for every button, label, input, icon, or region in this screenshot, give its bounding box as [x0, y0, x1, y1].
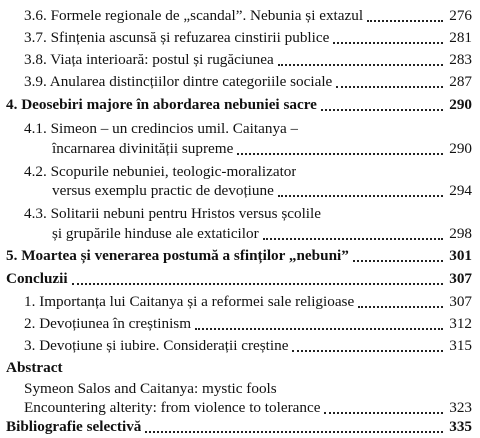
dot-leader [145, 430, 443, 433]
dot-leader [353, 259, 443, 262]
toc-entry-page: 283 [449, 51, 472, 68]
toc-entry-title: 4.1. Simeon – un credincios umil. Caitanya – [24, 120, 299, 137]
dot-leader [72, 282, 443, 285]
toc-entry-title: 5. Moartea și venerarea postumă a sfinților „nebuni” [6, 247, 349, 264]
toc-entry-page: 281 [449, 29, 472, 46]
toc-entry-title-continued: încarnarea divinității supreme [52, 140, 234, 157]
toc-entry-3-7[interactable] [0, 29, 480, 47]
toc-entry-concluzii-1[interactable] [0, 293, 480, 311]
toc-entry-page: 287 [449, 73, 472, 90]
toc-entry-page: 276 [449, 7, 472, 24]
toc-entry-concluzii-3[interactable] [0, 337, 480, 355]
toc-entry-title: 1. Importanța lui Caitanya și a reformei sale religioase [24, 293, 355, 310]
toc-entry-page: 323 [449, 399, 472, 416]
toc-entry-3-6[interactable] [0, 7, 480, 25]
toc-entry-title: 2. Devoțiunea în creștinism [24, 315, 192, 332]
toc-entry-concluzii-2[interactable] [0, 315, 480, 333]
toc-entry-title: 3. Devoțiune și iubire. Considerații creștine [24, 337, 289, 354]
dot-leader [336, 85, 443, 88]
toc-entry-4-1[interactable] [0, 120, 480, 138]
toc-entry-title: 3.8. Viața interioară: postul și rugăciunea [24, 51, 274, 68]
toc-entry-page: 290 [449, 140, 472, 157]
dot-leader [237, 152, 443, 155]
toc-chapter-bibliografie[interactable] [0, 418, 480, 436]
dot-leader [367, 19, 443, 22]
toc-heading-abstract[interactable] [0, 359, 480, 377]
toc-entry-title-continued: Encountering alterity: from violence to tolerance [24, 399, 321, 416]
dot-leader [324, 411, 443, 414]
dot-leader [195, 327, 443, 330]
toc-entry-page: 298 [449, 225, 472, 242]
toc-entry-abstract[interactable] [0, 380, 480, 398]
toc-entry-4-3-cont[interactable] [0, 225, 480, 243]
toc-entry-page: 290 [449, 96, 472, 113]
toc-entry-title: 4.3. Solitarii nebuni pentru Hristos versus școlile [24, 205, 321, 222]
toc-entry-title: Bibliografie selectivă [6, 418, 142, 435]
dot-leader [321, 108, 443, 111]
toc-entry-title: 3.7. Sfințenia ascunsă și refuzarea cinstirii publice [24, 29, 330, 46]
dot-leader [278, 63, 443, 66]
toc-entry-3-9[interactable] [0, 73, 480, 91]
toc-entry-4-2-cont[interactable] [0, 182, 480, 200]
dot-leader [292, 349, 443, 352]
toc-entry-page: 307 [449, 270, 472, 287]
toc-entry-title: 4. Deosebiri majore în abordarea nebuniei sacre [6, 96, 317, 113]
toc-entry-title: 3.9. Anularea distincțiilor dintre categoriile sociale [24, 73, 333, 90]
toc-entry-page: 301 [449, 247, 472, 264]
toc-chapter-5[interactable] [0, 247, 480, 265]
toc-entry-title: Abstract [6, 359, 63, 376]
toc-entry-page: 312 [449, 315, 472, 332]
toc-chapter-4[interactable] [0, 96, 480, 114]
toc-entry-4-2[interactable] [0, 163, 480, 181]
dot-leader [278, 194, 443, 197]
dot-leader [333, 41, 443, 44]
toc-entry-page: 294 [449, 182, 472, 199]
toc-entry-4-3[interactable] [0, 205, 480, 223]
toc-entry-page: 335 [449, 418, 472, 435]
dot-leader [263, 237, 443, 240]
dot-leader [358, 305, 443, 308]
toc-entry-title: Symeon Salos and Caitanya: mystic fools [24, 380, 277, 397]
toc-entry-title-continued: și grupările hinduse ale extaticilor [52, 225, 259, 242]
toc-entry-4-1-cont[interactable] [0, 140, 480, 158]
toc-entry-3-8[interactable] [0, 51, 480, 69]
toc-entry-page: 315 [449, 337, 472, 354]
toc-chapter-concluzii[interactable] [0, 270, 480, 288]
toc-entry-title: 3.6. Formele regionale de „scandal”. Nebunia și extazul [24, 7, 364, 24]
toc-entry-abstract-cont[interactable] [0, 399, 480, 417]
toc-entry-title: Concluzii [6, 270, 68, 287]
toc-entry-title: 4.2. Scopurile nebuniei, teologic-moralizator [24, 163, 297, 180]
toc-entry-page: 307 [449, 293, 472, 310]
toc-entry-title-continued: versus exemplu practic de devoțiune [52, 182, 274, 199]
